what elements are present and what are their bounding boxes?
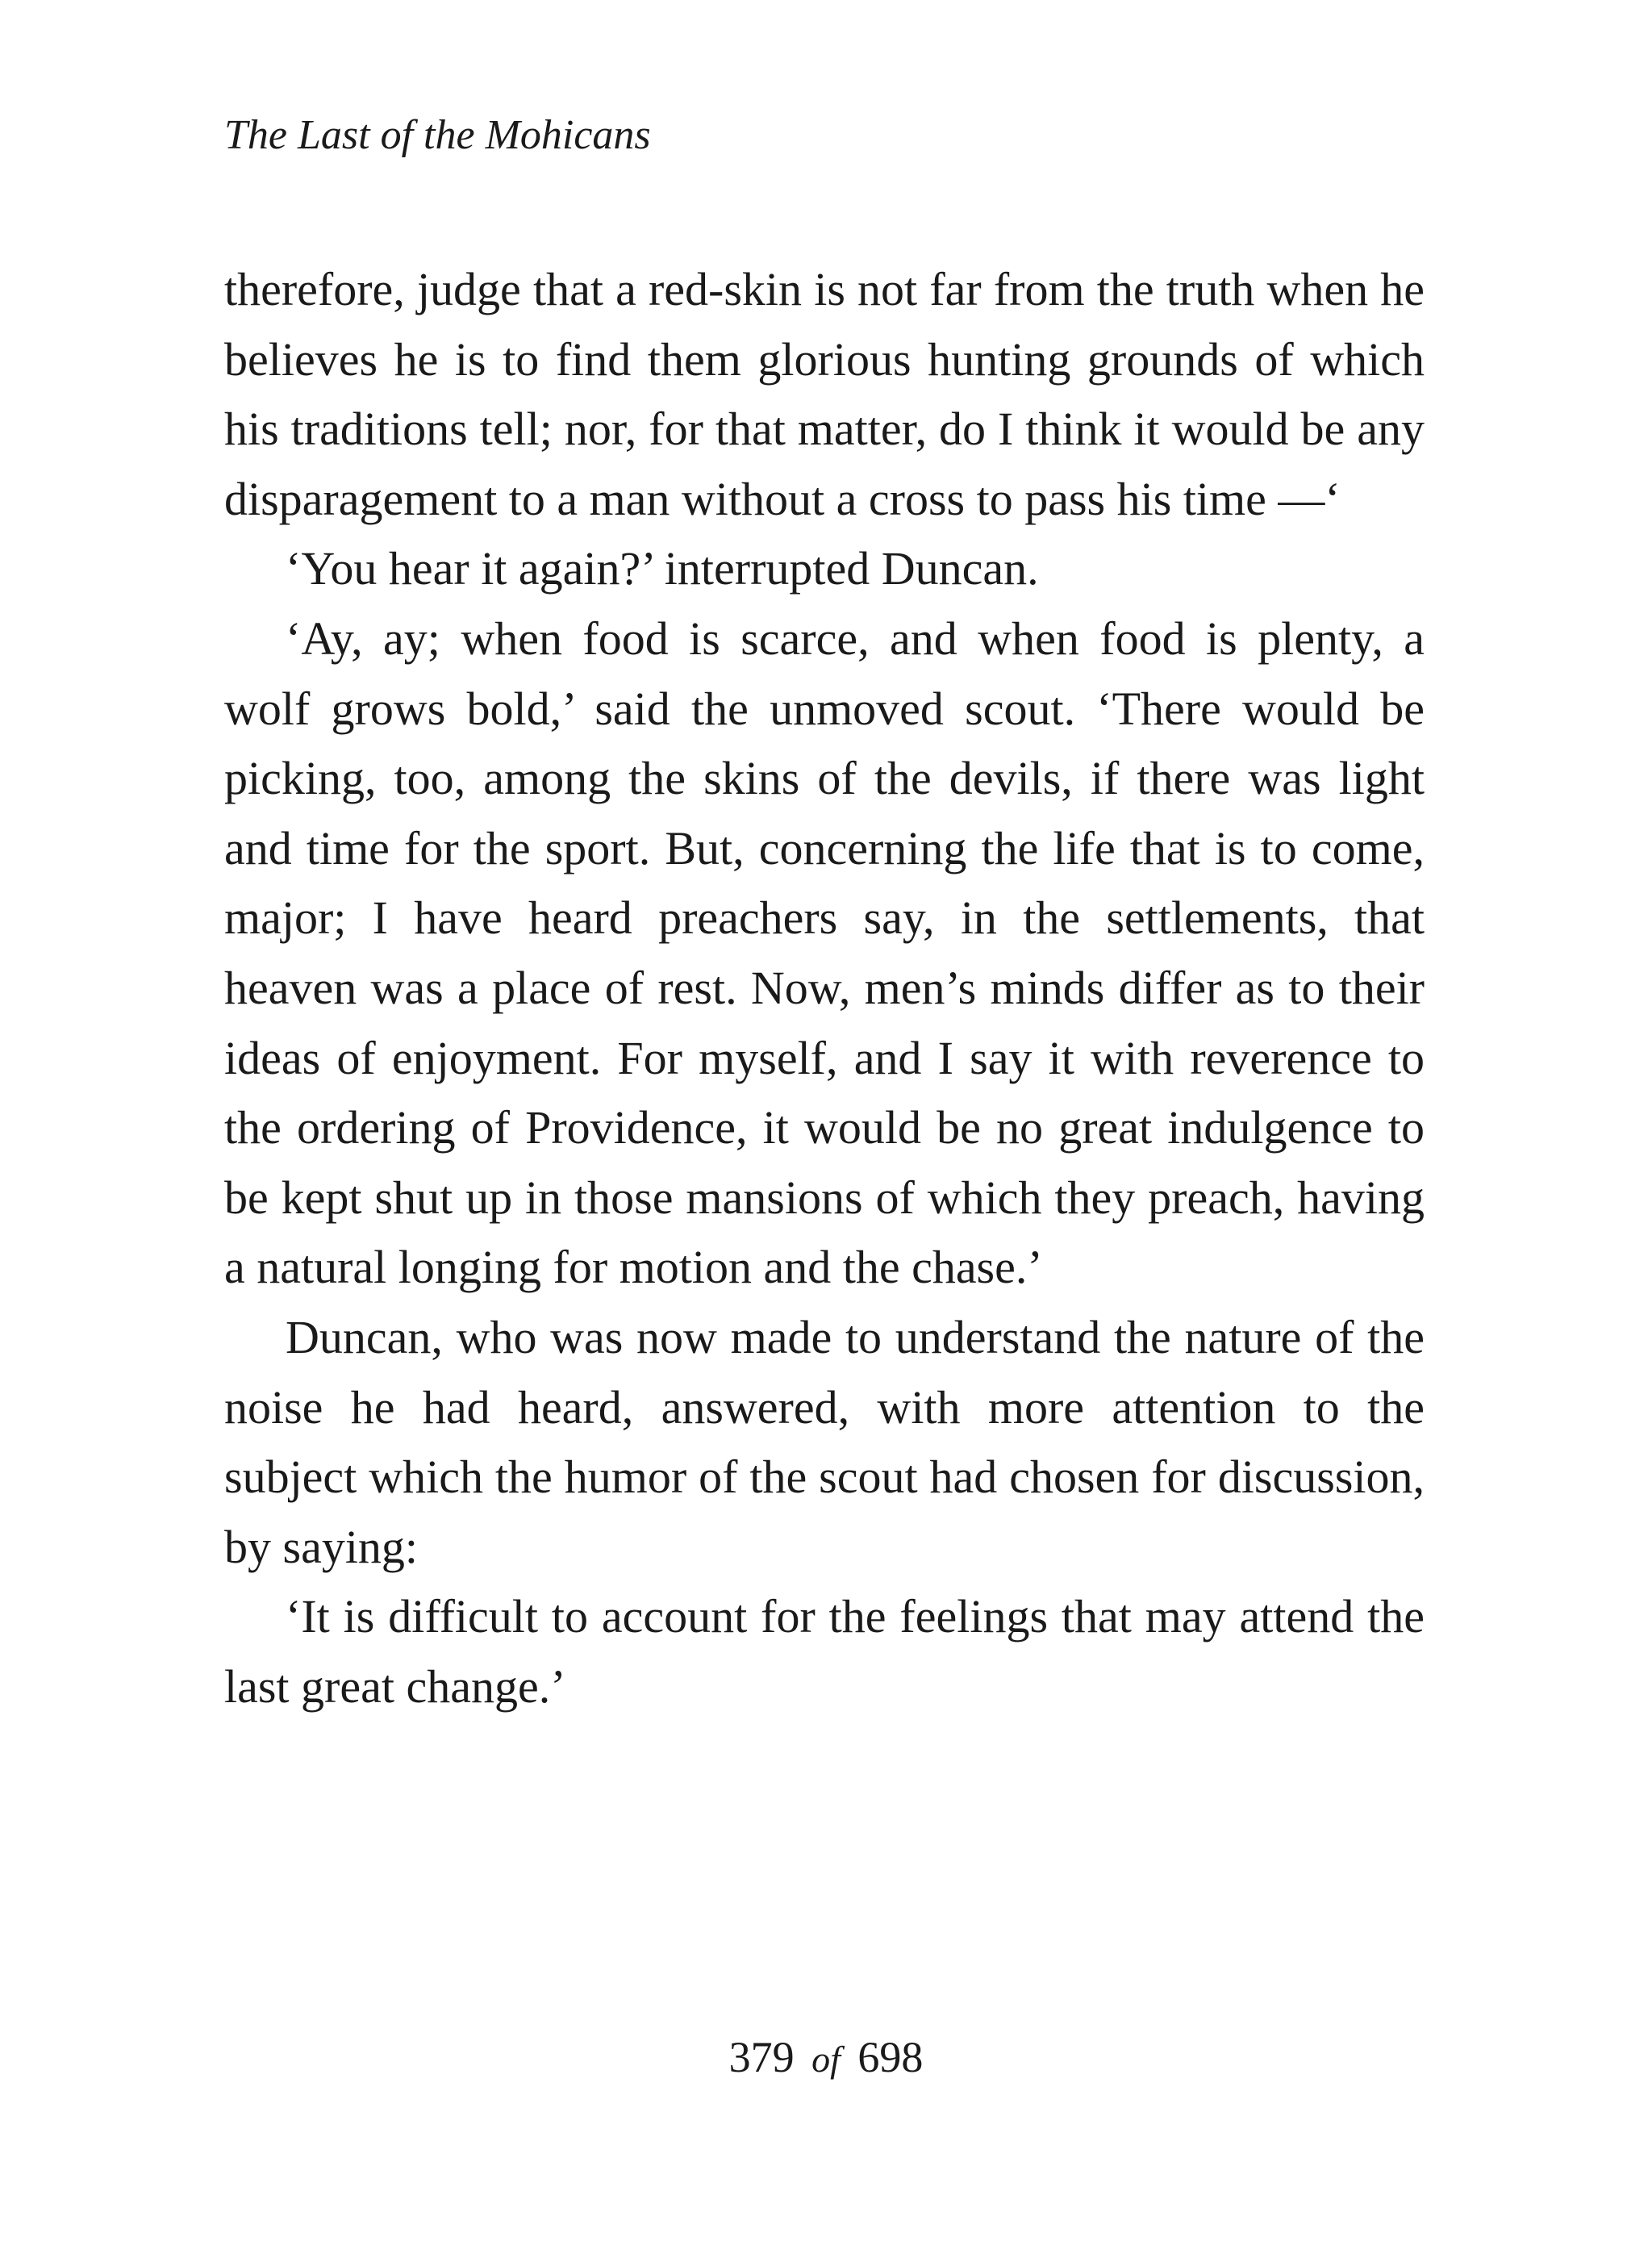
current-page-number: 379	[728, 2033, 795, 2081]
paragraph-1: therefore, judge that a red-skin is not far from the truth when he believes he is to find them glorious hunting grounds of which his traditions tell; nor, for that matter, do I think it would be any disparagement to a man without a cross to pass his time —‘	[224, 263, 1425, 525]
running-header-title: The Last of the Mohicans	[224, 112, 651, 158]
page-of-label: of	[811, 2039, 841, 2080]
body-text	[224, 255, 1425, 1722]
page-number	[0, 2025, 1652, 2092]
paragraph-4: Duncan, who was now made to understand the nature of the noise he had heard, answered, with more attention to the subject which the humor of the scout had chosen for discussion, by saying:	[224, 1310, 1425, 1573]
paragraph-2: ‘You hear it again?’ interrupted Duncan.	[286, 542, 1039, 595]
paragraph-3: ‘Ay, ay; when food is scarce, and when food is plenty, a wolf grows bold,’ said the unmoved scout. ‘There would be picking, too, among the skins of the devils, if there was light and time for the sport. But, concerning the life that is to come, major; I have heard preachers say, in the settlements, that heaven was a place of rest. Now, men’s minds differ as to their ideas of enjoyment. For myself, and I say it with reverence to the ordering of Providence, it would be no great indulgence to be kept shut up in those mansions of which they preach, having a natural longing for motion and the chase.’	[224, 612, 1425, 1294]
total-page-count: 698	[857, 2033, 924, 2081]
paragraph-5: ‘It is difficult to account for the feelings that may attend the last great change.’	[224, 1590, 1425, 1713]
